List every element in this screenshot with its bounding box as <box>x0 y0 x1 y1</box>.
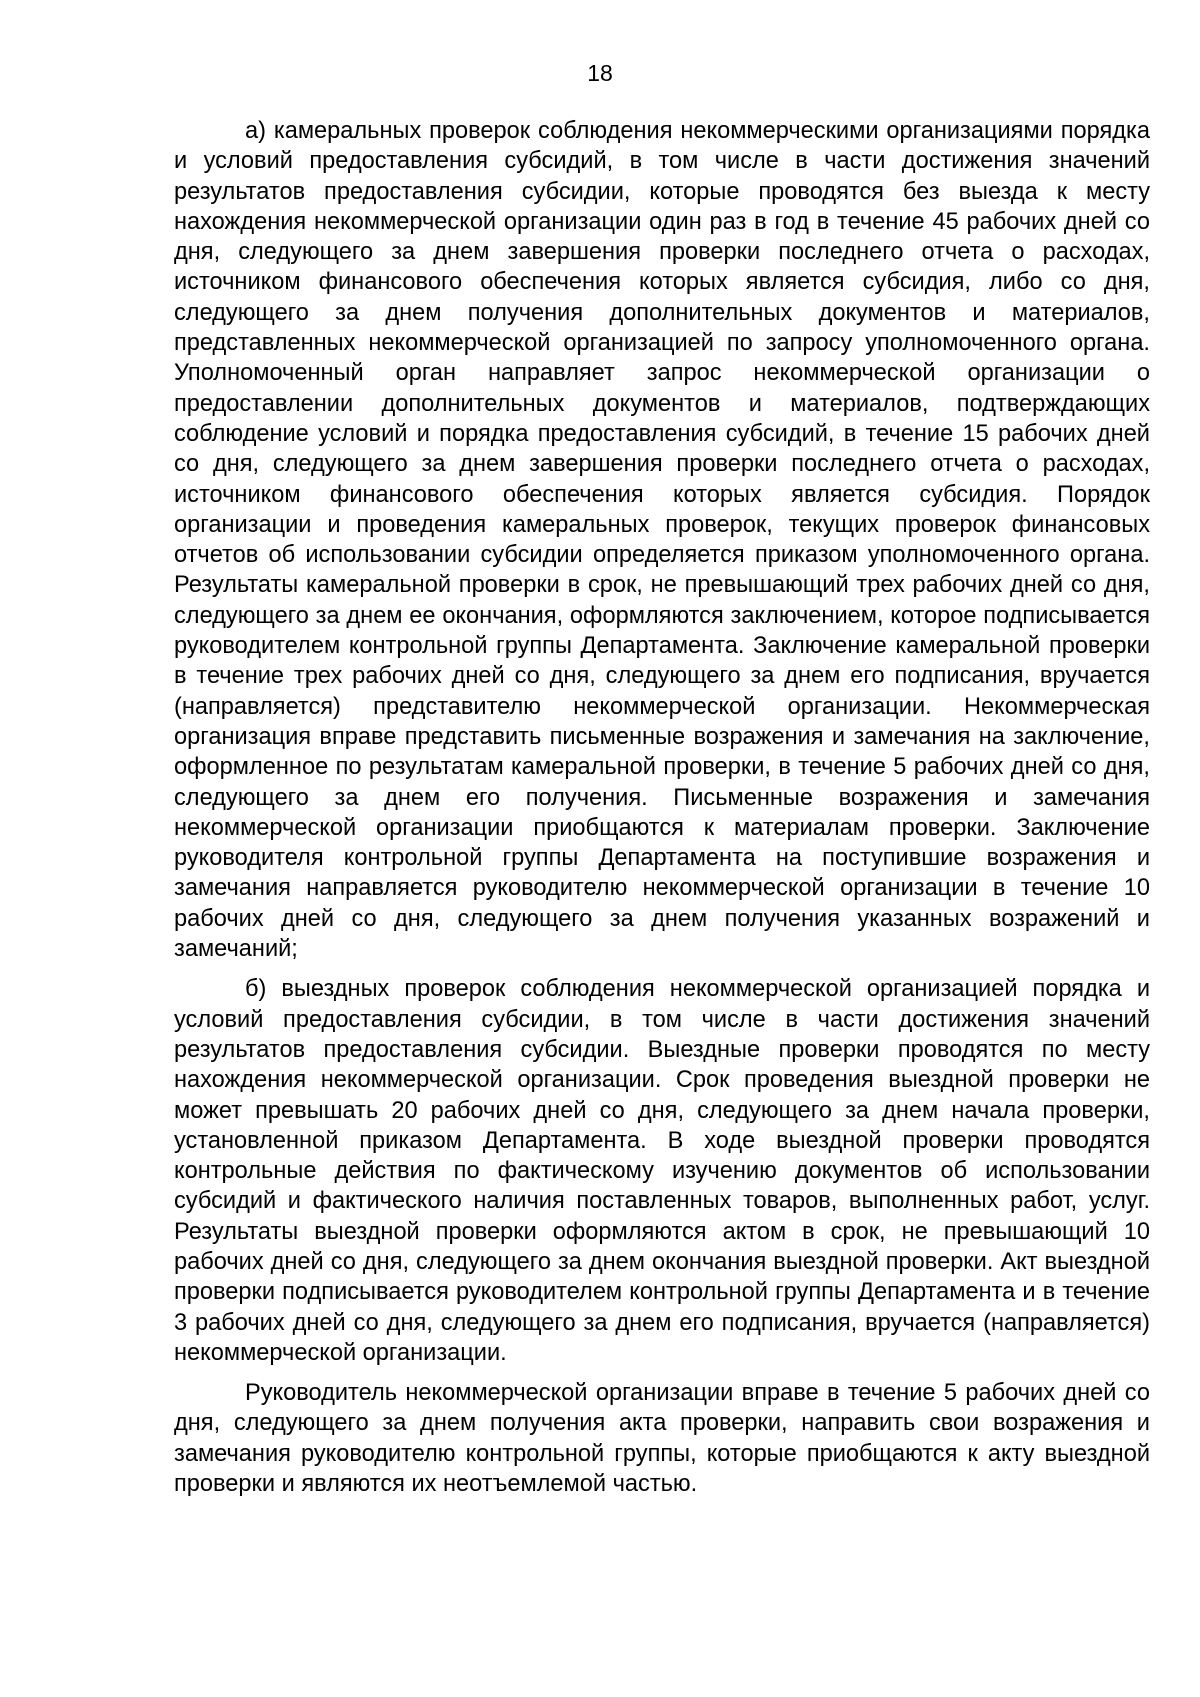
paragraph-onsite-checks: б) выездных проверок соблюдения некоммерческой организацией порядка и условий предоставления субсидии, в том числе в части достижения значений результатов предоставления субсидии. Выездные проверки проводятся по месту нахождения некоммерческой организации. Срок проведения выездной проверки не может превышать 20 рабочих дней со дня, следующего за днем начала проверки, установленной приказом Департамента. В ходе выездной проверки проводятся контрольные действия по фактическому изучению документов об использовании субсидий и фактического наличия поставленных товаров, выполненных работ, услуг. Результаты выездной проверки оформляются актом в срок, не превышающий 10 рабочих дней со дня, следующего за днем окончания выездной проверки. Акт выездной проверки подписывается руководителем контрольной группы Департамента и в течение 3 рабочих дней со дня, следующего за днем его подписания, вручается (направляется) некоммерческой организации. <box>174 976 1150 1366</box>
page-number: 18 <box>587 60 613 86</box>
paragraph-camerial-checks: а) камеральных проверок соблюдения некоммерческими организациями порядка и условий предоставления субсидий, в том числе в части достижения значений результатов предоставления субсидии, которые проводятся без выезда к месту нахождения некоммерческой организации один раз в год в течение 45 рабочих дней со дня, следующего за днем завершения проверки последнего отчета о расходах, источником финансового обеспечения которых является субсидия, либо со дня, следующего за днем получения дополнительных документов и материалов, представленных некоммерческой организацией по запросу уполномоченного органа. Уполномоченный орган направляет запрос некоммерческой организации о предоставлении дополнительных документов и материалов, подтверждающих соблюдение условий и порядка предоставления субсидий, в течение 15 рабочих дней со дня, следующего за днем завершения проверки последнего отчета о расходах, источником финансового обеспечения которых является субсидия. Порядок организации и проведения камеральных проверок, текущих проверок финансовых отчетов об использовании субсидии определяется приказом уполномоченного органа. Результаты камеральной проверки в срок, не превышающий трех рабочих дней со дня, следующего за днем ее окончания, оформляются заключением, которое подписывается руководителем контрольной группы Департамента. Заключение камеральной проверки в течение трех рабочих дней со дня, следующего за днем его подписания, вручается (направляется) представителю некоммерческой организации. Некоммерческая организация вправе представить письменные возражения и замечания на заключение, оформленное по результатам камеральной проверки, в течение 5 рабочих дней со дня, следующего за днем его получения. Письменные возражения и замечания некоммерческой организации приобщаются к материалам проверки. Заключение руководителя контрольной группы Департамента на поступившие возражения и замечания направляется руководителю некоммерческой организации в течение 10 рабочих дней со дня, следующего за днем получения указанных возражений и замечаний; <box>174 118 1150 963</box>
paragraph-objections: Руководитель некоммерческой организации вправе в течение 5 рабочих дней со дня, следующего за днем получения акта проверки, направить свои возражения и замечания руководителю контрольной группы, которые приобщаются к акту выездной проверки и являются их неотъемлемой частью. <box>174 1380 1150 1498</box>
document-body <box>174 116 1150 1499</box>
